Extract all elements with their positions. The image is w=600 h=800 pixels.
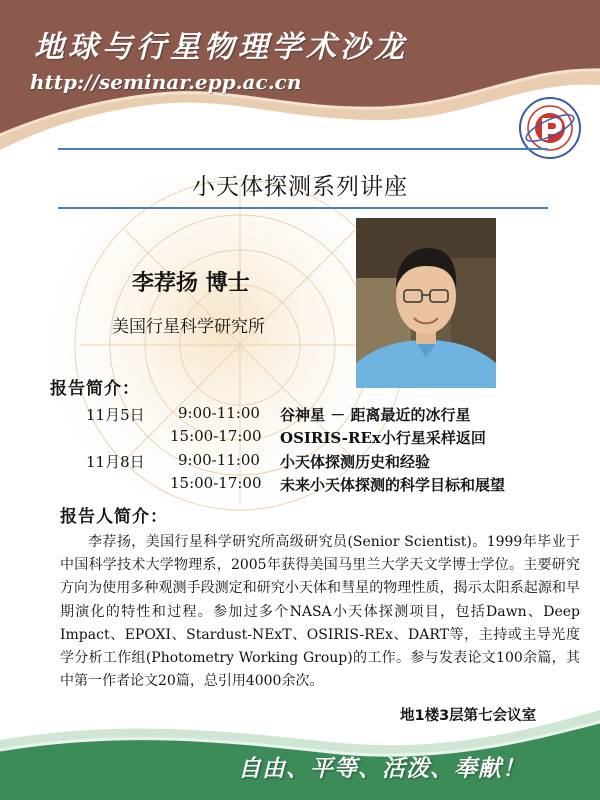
- talk-row: [0, 474, 600, 496]
- bottom-divider: [58, 207, 548, 209]
- venue: 地1楼3层第七会议室: [400, 708, 537, 724]
- talk-row: [0, 427, 600, 449]
- talks-label: 报告简介：: [50, 379, 140, 399]
- talk-time: 15:00-17:00: [170, 427, 262, 445]
- epp-logo-icon: [518, 96, 582, 160]
- speaker-photo: [356, 218, 496, 388]
- salon-title: 地球与行星物理学术沙龙: [34, 30, 408, 65]
- talk-time: 9:00-11:00: [178, 404, 260, 422]
- talk-date: 11月8日: [86, 453, 145, 471]
- speaker-name: 李荐扬 博士: [132, 271, 250, 296]
- top-divider: [58, 148, 548, 150]
- speaker-bio: 李荐扬，美国行星科学研究所高级研究员(Senior Scientist)。1999年毕业于中国科学技术大学物理系，2005年获得美国马里兰大学天文学博士学位。主要研究方向为使用多种观测手段测定和研究小天体和彗星的物理性质，揭示太阳系起源和早期演化的特性和过程。参加过多个NASA小天体探测项目，包括Dawn、Deep Impact、EPOXI、Stardust-NExT、OSIRIS-REx、DART等，主持或主导光度学分析工作组(Photometry Working Group)的工作。参与发表论文100余篇，其中第一作者论文20篇，总引用4000余次。: [60, 534, 580, 690]
- salon-url[interactable]: http://seminar.epp.ac.cn: [30, 70, 302, 94]
- bio-label: 报告人简介：: [60, 507, 168, 527]
- talk-row: [0, 404, 600, 426]
- talk-row: [0, 451, 600, 473]
- slogan: 自由、平等、活泼、奉献！: [238, 755, 526, 782]
- talk-date: 11月5日: [86, 406, 145, 424]
- talk-title: 小天体探测历史和经验: [280, 453, 431, 471]
- series-title: 小天体探测系列讲座: [192, 174, 408, 200]
- talk-time: 15:00-17:00: [170, 474, 262, 492]
- talk-title: 谷神星 － 距离最近的冰行星: [280, 406, 471, 424]
- talk-time: 9:00-11:00: [178, 451, 260, 469]
- speaker-affiliation: 美国行星科学研究所: [112, 317, 265, 337]
- talk-title: 未来小天体探测的科学目标和展望: [280, 476, 506, 494]
- talk-title: OSIRIS-REx小行星采样返回: [280, 429, 486, 447]
